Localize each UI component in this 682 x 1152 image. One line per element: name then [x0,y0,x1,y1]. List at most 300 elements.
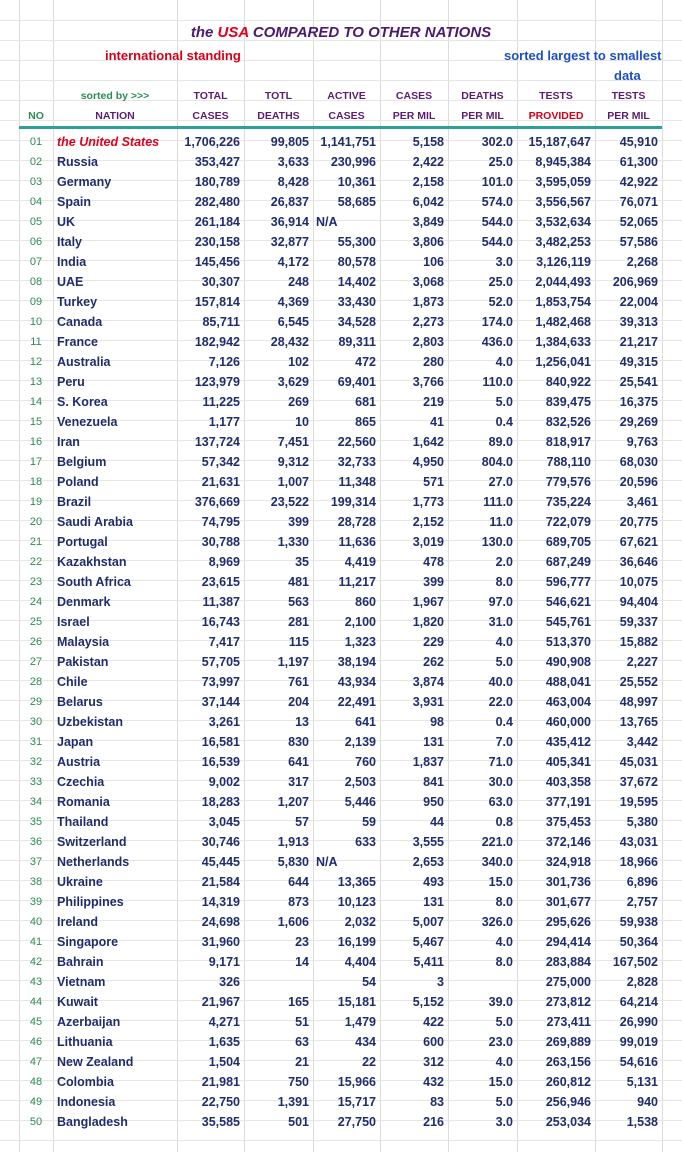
deaths-per-mil: 302.0 [481,135,513,149]
total-deaths: 3,633 [277,155,309,169]
cases-per-mil: 2,422 [412,155,444,169]
tests-per-mil: 94,404 [619,595,658,609]
total-cases: 57,705 [201,655,240,669]
tests-provided: 375,453 [545,815,591,829]
total-deaths: 26,837 [270,195,309,209]
tests-per-mil: 5,131 [626,1075,658,1089]
active-cases: 2,032 [344,915,376,929]
table-row [0,672,682,692]
active-cases: 1,141,751 [320,135,376,149]
table-row [0,272,682,292]
nation-name: Israel [57,615,90,629]
total-cases: 8,969 [208,555,240,569]
total-cases: 35,585 [201,1115,240,1129]
cases-per-mil: 3,068 [412,275,444,289]
tests-provided: 1,384,633 [535,335,591,349]
table-row [0,632,682,652]
row-number: 24 [29,596,43,608]
deaths-per-mil: 23.0 [488,1035,513,1049]
tests-per-mil: 2,828 [626,975,658,989]
tests-provided: 435,412 [545,735,591,749]
row-number: 15 [29,416,43,428]
cases-per-mil: 1,837 [412,755,444,769]
deaths-per-mil: 71.0 [488,755,513,769]
total-cases: 4,271 [208,1015,240,1029]
table-row [0,1112,682,1132]
total-deaths: 10 [295,415,309,429]
cases-per-mil: 2,653 [412,855,444,869]
total-cases: 353,427 [194,155,240,169]
row-number: 02 [29,156,43,168]
tests-per-mil: 15,882 [619,635,658,649]
row-number: 05 [29,216,43,228]
cases-per-mil: 1,873 [412,295,444,309]
total-deaths: 1,007 [277,475,309,489]
tests-provided: 779,576 [545,475,591,489]
row-number: 12 [29,356,43,368]
total-deaths: 23 [295,935,309,949]
nation-name: Italy [57,235,83,249]
tests-provided: 596,777 [545,575,591,589]
header-divider [19,126,662,129]
active-cases: 5,446 [344,795,376,809]
active-cases: 55,300 [337,235,376,249]
cases-per-mil: 600 [423,1035,444,1049]
tests-provided: 513,370 [545,635,591,649]
nation-name: Austria [57,755,101,769]
cases-per-mil: 1,820 [412,615,444,629]
table-row [0,192,682,212]
total-cases: 21,584 [201,875,240,889]
tests-per-mil: 50,364 [619,935,658,949]
tests-per-mil: 76,071 [619,195,658,209]
active-cases: 230,996 [330,155,376,169]
nation-name: Switzerland [57,835,127,849]
total-deaths: 563 [288,595,309,609]
total-deaths: 1,207 [277,795,309,809]
nation-name: Portugal [57,535,108,549]
cases-per-mil: 106 [423,255,444,269]
total-deaths: 1,391 [277,1095,309,1109]
active-cases: 11,636 [338,535,376,549]
table-row [0,292,682,312]
cases-per-mil: 3,874 [412,675,444,689]
cases-per-mil: 2,158 [412,175,444,189]
header-tests-top: TESTS [539,90,573,102]
active-cases: 1,323 [344,635,376,649]
total-deaths: 750 [288,1075,309,1089]
deaths-per-mil: 101.0 [481,175,513,189]
nation-name: Bahrain [57,955,104,969]
title-prefix: the [190,24,214,41]
deaths-per-mil: 8.0 [495,895,513,909]
total-deaths: 51 [295,1015,309,1029]
tests-per-mil: 57,586 [619,235,658,249]
active-cases: 434 [355,1035,376,1049]
total-deaths: 6,545 [277,315,309,329]
tests-per-mil: 25,552 [619,675,658,689]
cases-per-mil: 5,467 [412,935,444,949]
row-number: 30 [29,716,43,728]
row-number: 50 [29,1116,43,1128]
tests-provided: 3,532,634 [535,215,591,229]
table-row [0,252,682,272]
tests-per-mil: 13,765 [619,715,658,729]
tests-provided: 735,224 [545,495,591,509]
total-cases: 14,319 [201,895,240,909]
total-deaths: 9,312 [277,455,309,469]
tests-per-mil: 43,031 [619,835,658,849]
table-row [0,412,682,432]
tests-provided: 1,256,041 [535,355,591,369]
deaths-per-mil: 326.0 [481,915,513,929]
deaths-per-mil: 0.4 [495,715,513,729]
active-cases: 32,733 [337,455,376,469]
tests-per-mil: 45,031 [619,755,658,769]
row-number: 26 [29,636,43,648]
table-row [0,1072,682,1092]
header-total-cases-top: TOTAL [193,90,228,102]
tests-per-mil: 21,217 [619,335,658,349]
total-cases: 157,814 [194,295,240,309]
nation-name: Australia [57,355,111,369]
subtitle-international-standing: international standing [105,48,241,63]
total-cases: 16,539 [201,755,240,769]
total-cases: 30,307 [201,275,240,289]
table-row [0,152,682,172]
tests-provided: 301,736 [545,875,591,889]
deaths-per-mil: 544.0 [481,215,513,229]
row-number: 13 [29,376,43,388]
table-row [0,932,682,952]
cases-per-mil: 5,152 [412,995,444,1009]
total-cases: 21,981 [201,1075,240,1089]
deaths-per-mil: 110.0 [482,375,513,389]
active-cases: 28,728 [337,515,376,529]
tests-per-mil: 52,065 [619,215,658,229]
row-number: 04 [29,196,43,208]
cases-per-mil: 3,019 [412,535,444,549]
deaths-per-mil: 25.0 [488,155,513,169]
deaths-per-mil: 27.0 [488,475,513,489]
subtitle-sort-order: sorted largest to smallest [504,48,662,63]
nation-name: UK [57,215,76,229]
total-cases: 1,504 [208,1055,240,1069]
deaths-per-mil: 0.4 [495,415,513,429]
deaths-per-mil: 544.0 [481,235,513,249]
row-number: 17 [29,456,43,468]
cases-per-mil: 131 [423,735,444,749]
total-cases: 24,698 [201,915,240,929]
cases-per-mil: 44 [430,815,444,829]
tests-per-mil: 2,757 [626,895,658,909]
nation-name: Belarus [57,695,103,709]
header-deaths-per-mil-top: DEATHS [461,90,504,102]
tests-per-mil: 49,315 [619,355,658,369]
row-number: 39 [29,896,43,908]
tests-per-mil: 68,030 [619,455,658,469]
active-cases: 54 [362,975,376,989]
total-deaths: 830 [288,735,309,749]
nation-name: Japan [57,735,94,749]
total-deaths: 115 [288,635,309,649]
table-row [0,1052,682,1072]
cases-per-mil: 219 [423,395,444,409]
table-row [0,472,682,492]
tests-provided: 832,526 [545,415,591,429]
row-number: 03 [29,176,43,188]
cases-per-mil: 131 [423,895,444,909]
active-cases: 1,479 [344,1015,376,1029]
table-row [0,352,682,372]
row-number: 14 [29,396,43,408]
total-cases: 11,225 [202,395,240,409]
total-cases: 31,960 [201,935,240,949]
row-number: 45 [29,1016,43,1028]
nation-name: Saudi Arabia [57,515,133,529]
grid-row-line [0,20,682,21]
tests-provided: 460,000 [545,715,591,729]
nation-name: New Zealand [57,1055,134,1069]
table-row [0,712,682,732]
tests-provided: 546,621 [545,595,591,609]
tests-provided: 840,922 [545,375,591,389]
total-cases: 11,387 [202,595,240,609]
total-deaths: 7,451 [277,435,309,449]
nation-name: Uzbekistan [57,715,123,729]
tests-provided: 377,191 [545,795,591,809]
total-cases: 30,788 [201,535,240,549]
nation-name: Pakistan [57,655,109,669]
row-number: 25 [29,616,43,628]
row-number: 07 [29,256,43,268]
tests-per-mil: 61,300 [619,155,658,169]
nation-name: Belgium [57,455,107,469]
nation-name: Spain [57,195,92,209]
deaths-per-mil: 111.0 [483,495,513,509]
deaths-per-mil: 30.0 [488,775,513,789]
active-cases: N/A [316,215,338,229]
deaths-per-mil: 3.0 [495,255,513,269]
deaths-per-mil: 574.0 [481,195,513,209]
active-cases: 4,419 [344,555,376,569]
row-number: 44 [29,996,43,1008]
cases-per-mil: 5,007 [412,915,444,929]
header-nation: NATION [95,110,135,122]
active-cases: 22,560 [337,435,376,449]
table-row [0,972,682,992]
tests-per-mil: 167,502 [612,955,658,969]
header-cases-per-mil: PER MIL [392,110,436,122]
deaths-per-mil: 11.0 [489,515,513,529]
tests-per-mil: 45,910 [619,135,658,149]
total-deaths: 1,913 [277,835,309,849]
row-number: 31 [29,736,43,748]
cases-per-mil: 571 [423,475,444,489]
tests-per-mil: 2,227 [626,655,658,669]
total-deaths: 317 [288,775,309,789]
table-row [0,432,682,452]
row-number: 43 [29,976,43,988]
nation-name: Russia [57,155,98,169]
row-number: 48 [29,1076,43,1088]
nation-name: Denmark [57,595,111,609]
total-cases: 261,184 [194,215,240,229]
total-cases: 282,480 [194,195,240,209]
table-row [0,512,682,532]
tests-provided: 788,110 [546,455,591,469]
tests-per-mil: 22,004 [619,295,658,309]
nation-name: India [57,255,87,269]
tests-provided: 3,482,253 [535,235,591,249]
nation-name: France [57,335,98,349]
tests-per-mil: 10,075 [619,575,658,589]
tests-provided: 3,126,119 [536,255,591,269]
nation-name: Indonesia [57,1095,116,1109]
total-cases: 9,171 [208,955,240,969]
total-cases: 23,615 [201,575,240,589]
nation-name: Ukraine [57,875,103,889]
deaths-per-mil: 4.0 [495,1055,513,1069]
tests-provided: 3,556,567 [535,195,591,209]
total-cases: 3,261 [208,715,240,729]
table-row [0,392,682,412]
tests-per-mil: 59,337 [619,615,658,629]
tests-provided: 2,044,493 [535,275,591,289]
table-row [0,172,682,192]
active-cases: 34,528 [337,315,376,329]
tests-per-mil: 20,596 [619,475,658,489]
nation-name: Thailand [57,815,109,829]
active-cases: 43,934 [337,675,376,689]
row-number: 08 [29,276,43,288]
deaths-per-mil: 3.0 [495,1115,513,1129]
total-deaths: 1,606 [277,915,309,929]
total-cases: 73,997 [201,675,240,689]
page-title [0,24,682,41]
total-deaths: 63 [295,1035,309,1049]
total-deaths: 399 [288,515,309,529]
nation-name: Canada [57,315,103,329]
total-deaths: 4,369 [277,295,309,309]
nation-name: Chile [57,675,88,689]
nation-name: Azerbaijan [57,1015,121,1029]
deaths-per-mil: 89.0 [488,435,513,449]
tests-provided: 818,917 [545,435,591,449]
row-number: 18 [29,476,43,488]
deaths-per-mil: 221.0 [481,835,513,849]
nation-name: S. Korea [57,395,108,409]
row-number: 28 [29,676,43,688]
cases-per-mil: 2,803 [412,335,444,349]
deaths-per-mil: 15.0 [488,875,513,889]
tests-provided: 722,079 [545,515,591,529]
header-deaths: DEATHS [257,110,300,122]
cases-per-mil: 2,273 [412,315,444,329]
tests-per-mil: 5,380 [626,815,658,829]
cases-per-mil: 98 [430,715,444,729]
tests-provided: 839,475 [545,395,591,409]
total-deaths: 3,629 [277,375,309,389]
tests-per-mil: 940 [637,1095,658,1109]
cases-per-mil: 3,806 [412,235,444,249]
cases-per-mil: 312 [423,1055,444,1069]
table-row [0,212,682,232]
active-cases: 59 [362,815,376,829]
total-deaths: 281 [288,615,309,629]
row-number: 09 [29,296,43,308]
tests-provided: 1,853,754 [535,295,591,309]
total-cases: 180,789 [194,175,240,189]
tests-per-mil: 37,672 [619,775,658,789]
deaths-per-mil: 52.0 [488,295,513,309]
total-deaths: 1,197 [277,655,309,669]
cases-per-mil: 216 [423,1115,444,1129]
tests-provided: 253,034 [545,1115,591,1129]
total-cases: 21,631 [201,475,240,489]
row-number: 11 [30,336,42,348]
total-deaths: 165 [288,995,309,1009]
row-number: 38 [29,876,43,888]
nation-name: Vietnam [57,975,106,989]
total-cases: 16,743 [201,615,240,629]
tests-provided: 1,482,468 [535,315,591,329]
tests-per-mil: 206,969 [612,275,658,289]
deaths-per-mil: 130.0 [481,535,513,549]
tests-per-mil: 29,269 [619,415,658,429]
row-number: 10 [29,316,43,328]
active-cases: 681 [355,395,376,409]
tests-provided: 294,414 [545,935,591,949]
tests-per-mil: 59,938 [619,915,658,929]
total-cases: 145,456 [194,255,240,269]
cases-per-mil: 478 [423,555,444,569]
nation-name: Venezuela [57,415,118,429]
total-cases: 7,126 [208,355,240,369]
tests-provided: 545,761 [545,615,591,629]
total-cases: 376,669 [194,495,240,509]
tests-provided: 689,705 [545,535,591,549]
deaths-per-mil: 5.0 [495,395,513,409]
tests-provided: 3,595,059 [535,175,591,189]
active-cases: 38,194 [337,655,376,669]
total-deaths: 204 [288,695,309,709]
tests-per-mil: 39,313 [619,315,658,329]
nation-name: Kazakhstan [57,555,127,569]
table-row [0,832,682,852]
table-row [0,132,682,152]
header-cases-per-mil-top: CASES [395,90,433,102]
table-row [0,492,682,512]
total-cases: 16,581 [201,735,240,749]
total-deaths: 641 [288,755,309,769]
tests-per-mil: 2,268 [626,255,658,269]
table-row [0,1012,682,1032]
total-cases: 1,635 [208,1035,240,1049]
tests-per-mil: 67,621 [619,535,658,549]
table-row [0,612,682,632]
table-row [0,452,682,472]
tests-per-mil: 54,616 [619,1055,658,1069]
cases-per-mil: 5,158 [412,135,444,149]
active-cases: 2,503 [344,775,376,789]
tests-provided: 372,146 [545,835,591,849]
tests-provided: 260,812 [545,1075,591,1089]
active-cases: 33,430 [337,295,376,309]
tests-provided: 295,626 [545,915,591,929]
row-number: 46 [29,1036,43,1048]
total-cases: 123,979 [194,375,240,389]
